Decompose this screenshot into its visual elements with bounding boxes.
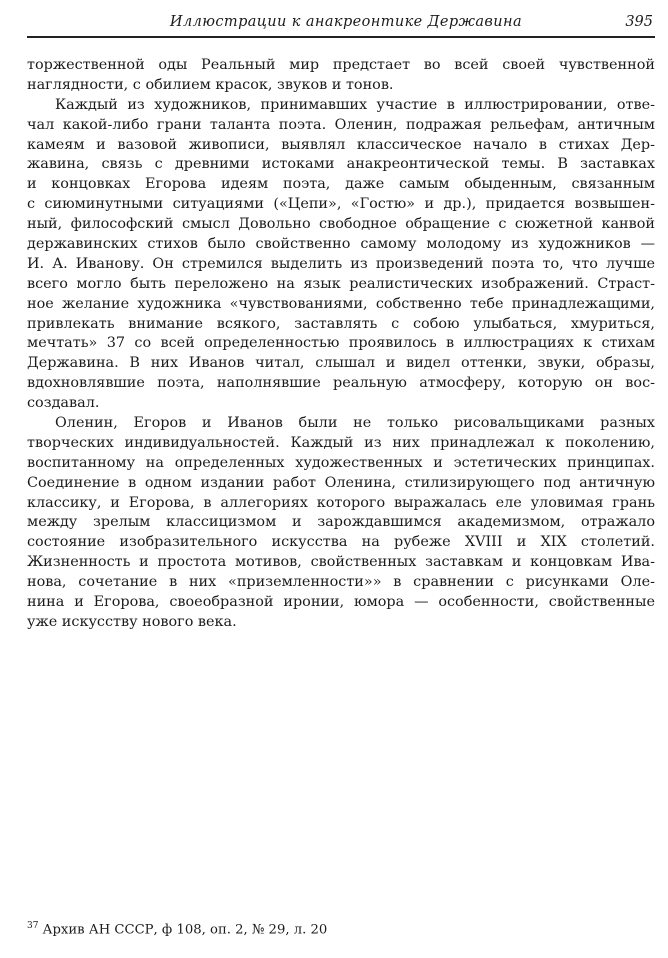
running-head (27, 10, 655, 38)
text-line: создавал. (27, 395, 100, 412)
text-line: ный, философский смысл Довольно свободное обращение с сюжетной канвой (27, 216, 655, 233)
text-line: Соединение в одном издании работ Оленина, стилизирующего под античную (27, 474, 655, 491)
footnote (27, 921, 327, 937)
text-line: Жизненность и простота мотивов, свойственных заставкам и концовкам Ива- (27, 554, 655, 571)
body-text (27, 56, 655, 633)
text-line: воспитанному на определенных художественных и эстетических принципах. (27, 454, 655, 471)
text-line: мечтать» 37 со всей определенностью проявилось в иллюстрациях к стихам (27, 335, 655, 352)
text-line: нина и Егорова, своеобразной иронии, юмора — особенности, свойственные (27, 594, 655, 611)
text-line: торжественной оды Реальный мир предстает во всей своей чувственной (27, 57, 655, 73)
text-line: Каждый из художников, принимавших участие в иллюстрировании, отве- (55, 96, 655, 113)
text-line: всего могло быть переложено на язык реалистических изображений. Страст- (27, 275, 655, 292)
text-line: творческих индивидуальностей. Каждый из них принадлежал к поколению, (27, 434, 655, 451)
text-line: между зрелым классицизмом и зарождавшимся академизмом, отражало (27, 514, 655, 531)
text-line: с сиюминутными ситуациями («Цепи», «Гостю» и др.), придается возвышен- (27, 196, 655, 213)
text-line: нова, сочетание в них «приземленности»» в сравнении с рисунками Оле- (27, 574, 655, 591)
text-line: камеям и вазовой живописи, выявлял классическое начало в стихах Дер- (27, 136, 655, 153)
text-line: И. А. Иванову. Он стремился выделить из произведений поэта то, что лучше (27, 255, 655, 272)
text-line: уже искусству нового века. (27, 613, 237, 630)
text-line: державинских стихов было свойственно самому молодому из художников — (27, 236, 655, 253)
text-line: Оленин, Егоров и Иванов были не только рисовальщиками разных (55, 415, 655, 432)
running-title: Иллюстрации к анакреонтике Державина (169, 14, 522, 30)
footnote-mark: 37 (27, 921, 39, 931)
footnote-text: Архив АН СССР, ф 108, оп. 2, № 29, л. 20 (42, 922, 328, 938)
text-line: и концовках Егорова идеям поэта, даже самым обыденным, связанным (27, 176, 655, 193)
text-line: состояние изобразительного искусства на рубеже XVIII и XIX столетий. (27, 534, 655, 551)
text-line: вдохновлявшие поэта, наполнявшие реальную атмосферу, которую он вос- (27, 375, 655, 392)
text-line: Державина. В них Иванов читал, слышал и видел оттенки, звуки, образы, (27, 355, 655, 372)
text-line: жавина, связь с древними истоками анакреонтической темы. В заставках (27, 156, 655, 173)
page-number: 395 (625, 14, 653, 30)
text-line: классику, и Егорова, в аллегориях которого выражалась еле уловимая грань (27, 494, 655, 511)
text-line: наглядности, с обилием красок, звуков и тонов. (27, 76, 394, 93)
text-line: ное желание художника «чувствованиями, собственно тебе принадлежащими, (27, 295, 655, 312)
text-line: привлекать внимание всякого, заставлять с собою улыбаться, хмуриться, (27, 315, 655, 332)
text-line: чал какой-либо грани таланта поэта. Оленин, подражая рельефам, античным (27, 116, 655, 133)
